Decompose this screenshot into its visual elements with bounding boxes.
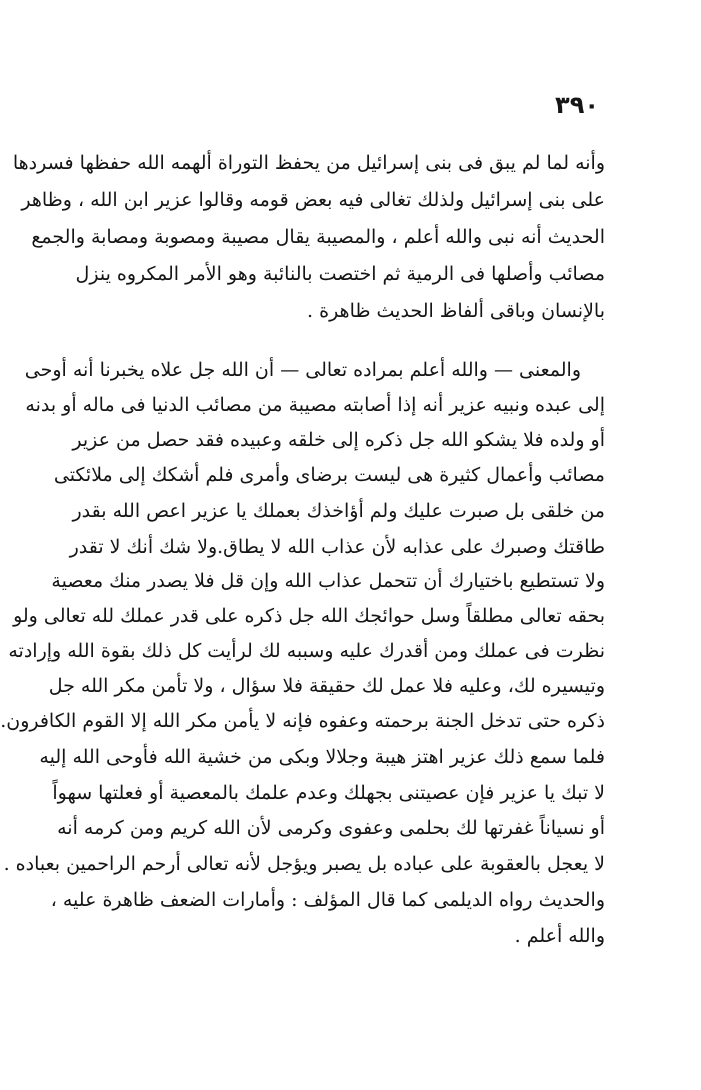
text-line: ولا تستطيع باختيارك أن تتحمل عذاب الله وإن قل فلا يصدر منك معصية bbox=[51, 570, 605, 592]
page-number: ٣٩٠ bbox=[555, 91, 599, 119]
text-line: وأنه لما لم يبق فى بنى إسرائيل من يحفظ التوراة ألهمه الله حفظها فسردها bbox=[12, 152, 605, 174]
text-line: والمعنى — والله أعلم بمراده تعالى — أن الله جل علاه يخبرنا أنه أوحى bbox=[24, 359, 581, 381]
text-line: ذكره حتى تدخل الجنة برحمته وعفوه فإنه لا يأمن مكر الله إلا القوم الكافرون. bbox=[0, 710, 605, 732]
text-line: لا تبك يا عزير فإن عصيتنى بجهلك وعدم علمك بالمعصية أو فعلتها سهواً bbox=[52, 782, 605, 804]
text-line: من خلقى بل صبرت عليك ولم أؤاخذك بعملك يا عزير اعص الله بقدر bbox=[72, 500, 605, 522]
text-line: لا يعجل بالعقوبة على عباده بل يصبر ويؤجل لأنه تعالى أرحم الراحمين بعباده . bbox=[3, 853, 605, 875]
text-line: الحديث أنه نبى والله أعلم ، والمصيبة يقال مصيبة ومصوبة ومصابة والجمع bbox=[31, 226, 605, 248]
text-line: بالإنسان وباقى ألفاظ الحديث ظاهرة . bbox=[307, 300, 605, 322]
text-line: بحقه تعالى مطلقاً وسل حوائجك الله جل ذكره على قدر عملك لله تعالى ولو bbox=[13, 605, 605, 627]
text-line: مصائب وأصلها فى الرمية ثم اختصت بالنائبة وهو الأمر المكروه ينزل bbox=[75, 263, 605, 285]
text-line: إلى عبده ونبيه عزير أنه إذا أصابته مصيبة من مصائب الدنيا فى ماله أو بدنه bbox=[25, 394, 605, 416]
text-line: طاقتك وصبرك على عذابه لأن عذاب الله لا يطاق.ولا شك أنك لا تقدر bbox=[69, 536, 605, 558]
text-line: مصائب وأعمال كثيرة هى ليست برضاى وأمرى فلم أشكك إلى ملائكتى bbox=[53, 464, 605, 486]
text-line: والحديث رواه الديلمى كما قال المؤلف : وأمارات الضعف ظاهرة عليه ، bbox=[50, 889, 605, 911]
text-line: نظرت فى عملك ومن أقدرك عليه وسببه لك لرأيت كل ذلك بقوة الله وإرادته bbox=[8, 640, 605, 662]
text-line: والله أعلم . bbox=[514, 925, 605, 947]
text-line: أو نسياناً غفرتها لك بحلمى وعفوى وكرمى لأن الله كريم ومن كرمه أنه bbox=[57, 817, 605, 839]
text-line: أو ولده فلا يشكو الله جل ذكره إلى خلقه وعبيده فقد حصل من عزير bbox=[72, 429, 605, 451]
text-line: وتيسيره لك، وعليه فلا عمل لك حقيقة فلا سؤال ، ولا تأمن مكر الله جل bbox=[48, 675, 605, 697]
text-line: على بنى إسرائيل ولذلك تغالى فيه بعض قومه وقالوا عزير ابن الله ، وظاهر bbox=[21, 189, 605, 211]
text-line: فلما سمع ذلك عزير اهتز هيبة وجلالا وبكى من خشية الله فأوحى الله إليه bbox=[39, 746, 605, 768]
